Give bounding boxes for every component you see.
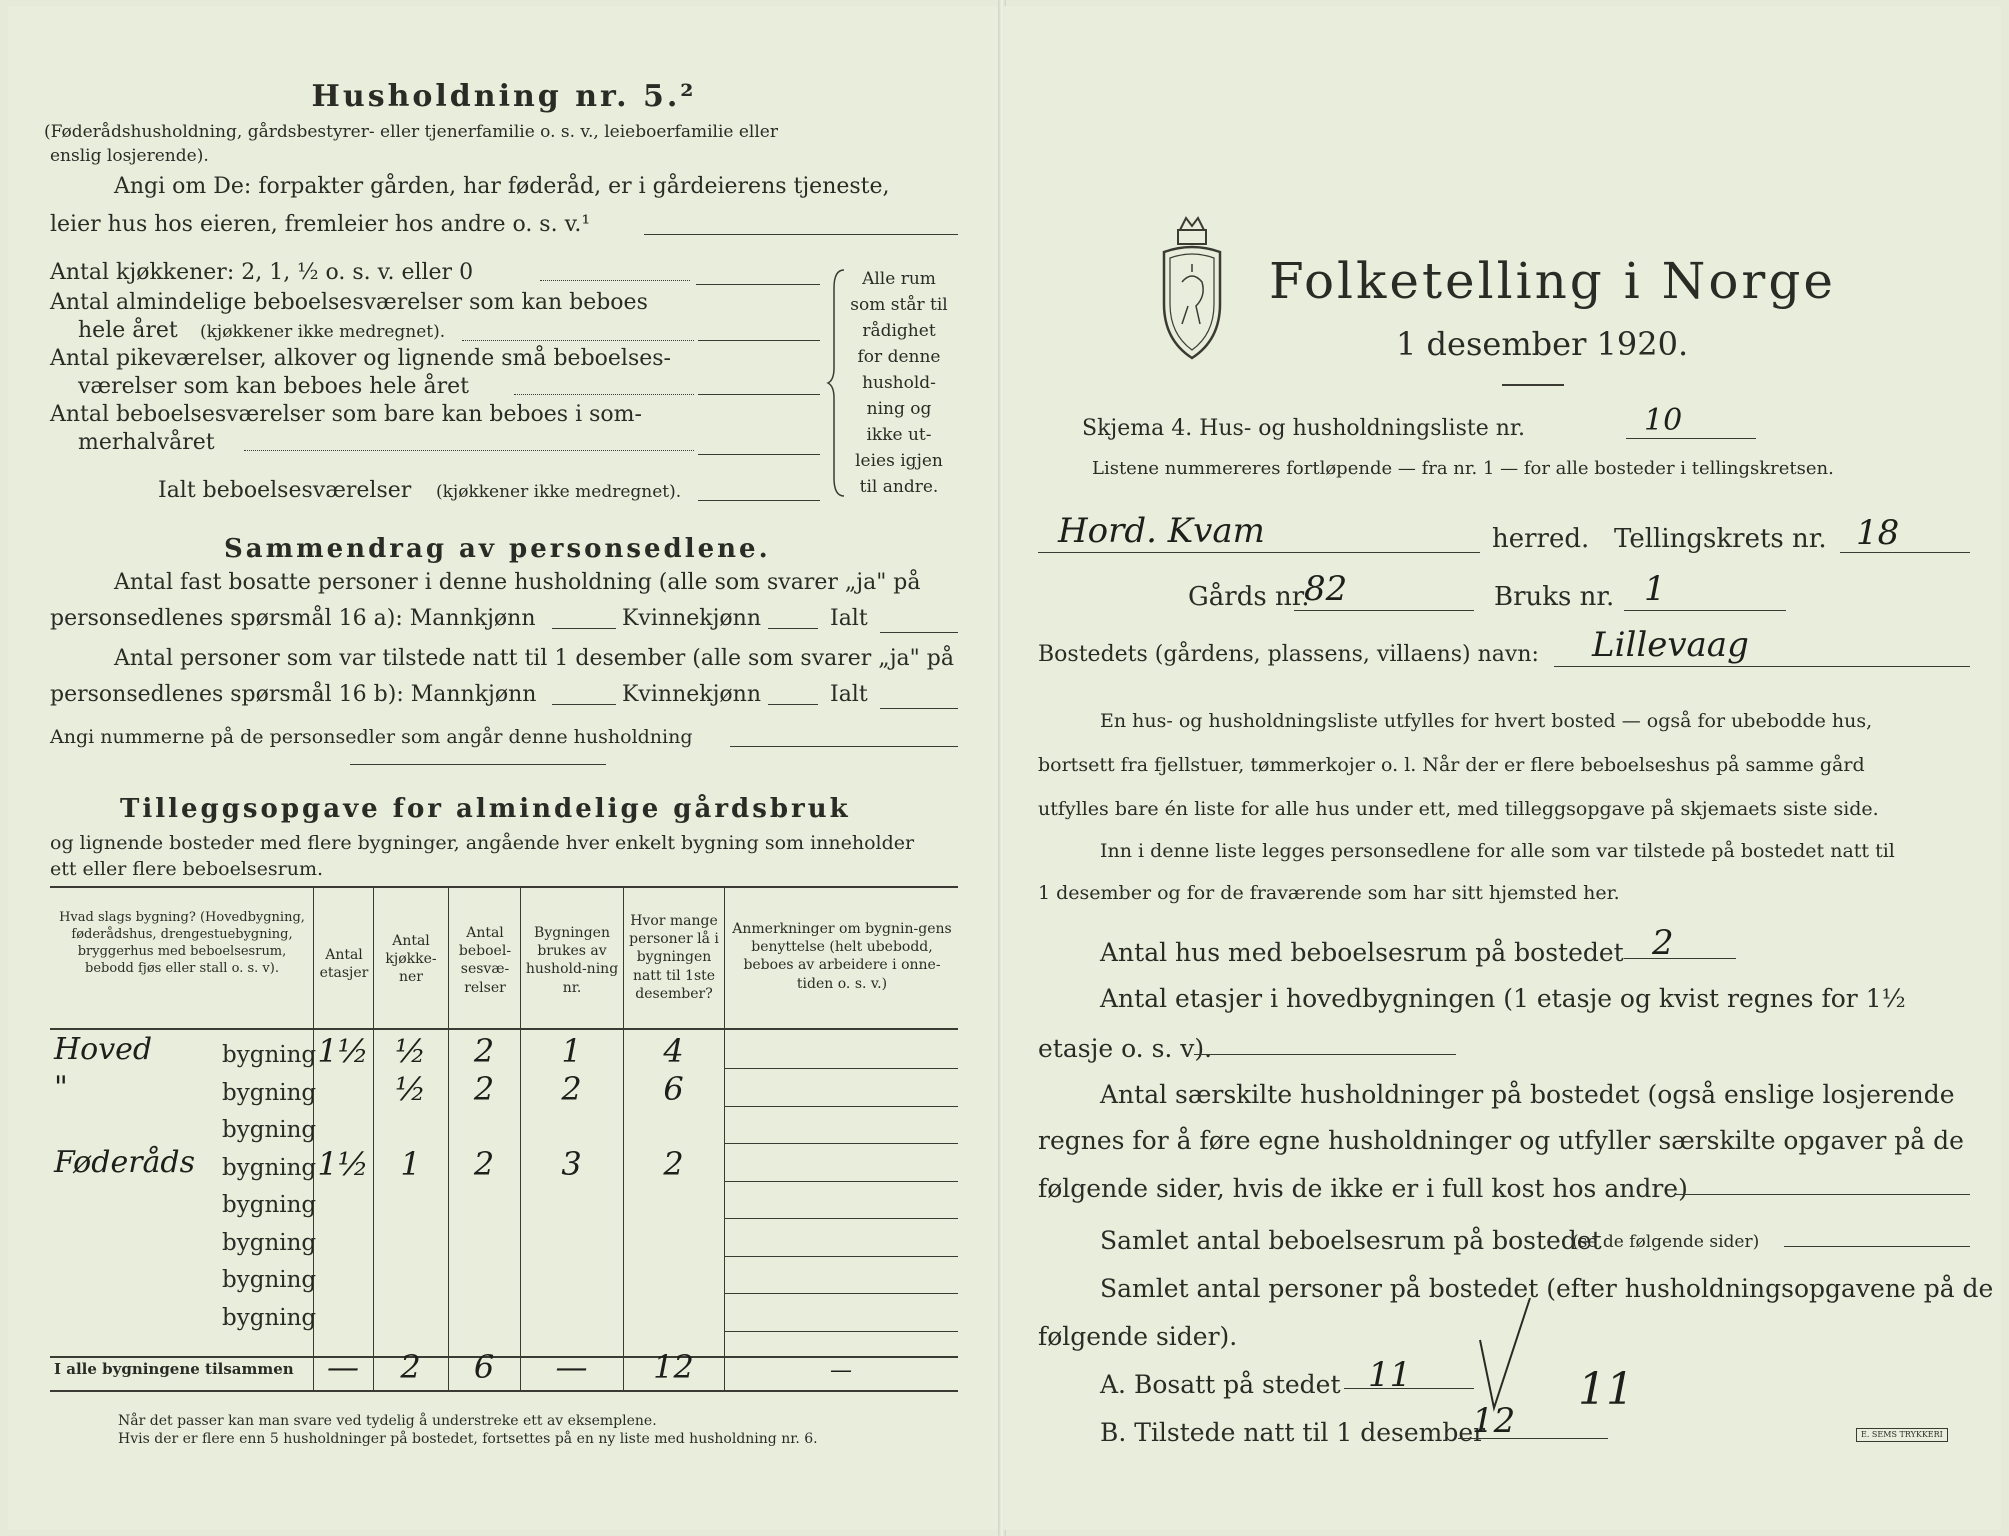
kjokken-answer-line xyxy=(696,284,820,285)
table-bottom-rule xyxy=(50,1390,958,1392)
alm-dots xyxy=(462,340,694,341)
hus-label: Antal hus med beboelsesrum på bostedet xyxy=(1100,938,1624,967)
title-divider xyxy=(1502,384,1564,386)
row-pers-value: 2 xyxy=(663,1144,684,1183)
ialt-note: (kjøkkener ikke medregnet). xyxy=(436,482,682,502)
row-bygning-label: bygning xyxy=(222,1267,317,1293)
sarsk-line-2: regnes for å føre egne husholdninger og utfyller særskilte opgaver på de xyxy=(1038,1126,1964,1155)
total-hush: — xyxy=(555,1348,588,1386)
header-type: Hvad slags bygning? (Hovedbygning, føderådshus, drengestuebygning, bryggerhus med beboelsesrum, bebodd fjøs eller stall o. s. v). xyxy=(59,910,305,976)
angi-line-1: Angi om De: forpakter gården, har føderåd, er i gårdeierens tjeneste, xyxy=(114,174,890,199)
tellingskrets-label: Tellingskrets nr. xyxy=(1614,524,1827,554)
brace-note-line: Alle rum xyxy=(862,269,936,289)
nummerne-line xyxy=(730,746,958,747)
s1-line-1: Antal fast bosatte personer i denne husholdning (alle som svarer „ja" på xyxy=(114,570,921,595)
hus-value: 2 xyxy=(1652,923,1674,963)
total-rum: 6 xyxy=(473,1348,495,1386)
total-pers: 12 xyxy=(653,1348,694,1386)
check-mark-icon xyxy=(1474,1292,1534,1412)
angi-line-2: leier hus hos eieren, fremleier hos andre o. s. v.¹ xyxy=(50,212,591,237)
row-bygning-label: bygning xyxy=(222,1079,317,1106)
pike-line-2: værelser som kan beboes hele året xyxy=(78,374,469,399)
census-title: Folketelling i Norge xyxy=(1269,252,1836,310)
header-kjokken: Antal kjøkke-ner xyxy=(385,933,437,986)
brace-note-line: leies igjen xyxy=(855,451,943,471)
row-pers-value: 6 xyxy=(663,1069,684,1108)
sommer-answer-line xyxy=(698,454,820,455)
gards-line xyxy=(1294,610,1474,611)
row-type-value: " xyxy=(54,1069,68,1105)
angi-answer-line xyxy=(644,234,958,235)
herred-label: herred. xyxy=(1492,524,1590,554)
tillegg-line-2: ett eller flere beboelsesrum. xyxy=(50,858,324,880)
brace-note-line: hushold- xyxy=(862,373,936,393)
brace-note-line: til andre. xyxy=(859,477,939,497)
brace-note xyxy=(844,266,954,500)
brace-note-line: ning og xyxy=(866,399,932,419)
etasjer-line-2: etasje o. s. v). xyxy=(1038,1034,1213,1063)
instr-line-3: utfylles bare én liste for alle hus under ett, med tilleggsopgave på skjemaets siste side. xyxy=(1038,798,1879,820)
row-rum-value: 2 xyxy=(473,1144,495,1183)
coat-of-arms-icon xyxy=(1152,212,1232,362)
section-divider xyxy=(350,764,606,765)
intro-line-1: (Føderådshusholdning, gårdsbestyrer- eller tjenerfamilie o. s. v., leieboerfamilie eller xyxy=(44,122,778,142)
instr-line-1: En hus- og husholdningsliste utfylles for hvert bosted — også for ubebodde hus, xyxy=(1100,710,1873,732)
row-anm-line xyxy=(724,1068,958,1069)
gards-nr: 82 xyxy=(1304,569,1348,609)
tillegg-title: Tilleggsopgave for almindelige gårdsbruk xyxy=(120,794,851,824)
alm-line-1: Antal almindelige beboelsesværelser som kan beboes xyxy=(50,290,648,315)
instr-line-5: 1 desember og for de fraværende som har sitt hjemsted her. xyxy=(1038,882,1620,904)
skjema-label: Skjema 4. Hus- og husholdningsliste nr. xyxy=(1082,416,1525,441)
bosatt-label: A. Bosatt på stedet xyxy=(1100,1370,1341,1399)
samlet-pers-line-1: Samlet antal personer på bostedet (efter husholdningsopgavene på de xyxy=(1100,1274,1994,1303)
row-anm-line xyxy=(724,1218,958,1219)
samlet-rum-line xyxy=(1784,1246,1970,1247)
header-hush: Bygningen brukes av hushold-ning nr. xyxy=(525,925,619,996)
herred-value: Hord. Kvam xyxy=(1058,511,1265,551)
header-pers: Hvor mange personer lå i bygningen natt til 1ste desember? xyxy=(629,913,719,1002)
row-bygning-label: bygning xyxy=(222,1042,317,1068)
row-type-value: Hoved xyxy=(54,1032,153,1067)
tellingskrets-nr: 18 xyxy=(1856,513,1900,553)
row-rum-value: 2 xyxy=(473,1032,495,1070)
samlet-rum-label: Samlet antal beboelsesrum på bostedet xyxy=(1100,1226,1602,1255)
row-rum-value: 2 xyxy=(473,1069,495,1108)
row-hush-value: 2 xyxy=(561,1069,582,1108)
skjema-nr: 10 xyxy=(1644,403,1683,438)
row-pers-value: 4 xyxy=(663,1032,684,1070)
col-divider xyxy=(623,888,624,1390)
bruks-nr: 1 xyxy=(1644,569,1666,609)
row-anm-line xyxy=(724,1106,958,1107)
row-bygning-label: bygning xyxy=(222,1154,317,1181)
col-divider xyxy=(448,888,449,1390)
sammendrag-title: Sammendrag av personsedlene. xyxy=(224,534,771,564)
row-hush-value: 3 xyxy=(561,1144,582,1183)
kjokken-label: Antal kjøkkener: 2, 1, ½ o. s. v. eller 0 xyxy=(50,260,474,285)
s1-ialt-label: Ialt xyxy=(830,606,868,631)
sommer-dots xyxy=(244,450,694,451)
total-etasjer: — xyxy=(327,1348,359,1386)
header-rum: Antal beboel-sesvæ-relser xyxy=(458,925,512,996)
s2-kvinne-line xyxy=(768,704,818,705)
ialt-answer-line xyxy=(698,500,820,501)
etasjer-line xyxy=(1194,1054,1456,1055)
brace-note-line: ikke ut- xyxy=(866,425,932,445)
footnote-1: Når det passer kan man svare ved tydelig å understreke ett av eksemplene. xyxy=(118,1413,657,1429)
row-anm-line xyxy=(724,1331,958,1332)
brace-note-line: for denne xyxy=(857,347,941,367)
bruks-line xyxy=(1624,610,1786,611)
row-anm-line xyxy=(724,1143,958,1144)
row-kjokken-value: ½ xyxy=(394,1032,426,1070)
census-date: 1 desember 1920. xyxy=(1396,325,1689,363)
header-anm: Anmerkninger om bygnin-gens benyttelse (helt ubebodd, beboes av arbeidere i onne-tiden o. s. v.) xyxy=(732,921,952,992)
sommer-line-2: merhalvåret xyxy=(78,430,215,455)
household-title: Husholdning nr. 5.² xyxy=(311,79,697,114)
sommer-line-1: Antal beboelsesværelser som bare kan beboes i som- xyxy=(50,402,642,427)
bruks-label: Bruks nr. xyxy=(1494,582,1615,612)
table-top-rule xyxy=(50,886,958,888)
s1-kvinne-label: Kvinnekjønn xyxy=(622,606,761,631)
total-label: I alle bygningene tilsammen xyxy=(54,1360,294,1378)
gards-label: Gårds nr. xyxy=(1188,582,1310,612)
brace-note-line: rådighet xyxy=(862,321,936,341)
col-divider xyxy=(373,888,374,1390)
nummerne-label: Angi nummerne på de personsedler som angår denne husholdning xyxy=(50,726,693,748)
s1-mann-line xyxy=(552,628,616,629)
tilstede-label: B. Tilstede natt til 1 desember xyxy=(1100,1418,1486,1447)
ialt-label: Ialt beboelsesværelser xyxy=(158,478,412,503)
etasjer-line-1: Antal etasjer i hovedbygningen (1 etasje og kvist regnes for 1½ xyxy=(1100,984,1906,1013)
s1-ialt-line xyxy=(880,632,958,633)
s2-ialt-label: Ialt xyxy=(830,682,868,707)
pike-dots xyxy=(514,394,694,395)
header-etasjer: Antal etasjer xyxy=(319,947,369,982)
left-page xyxy=(8,6,1000,1530)
s2-line-2: personsedlenes spørsmål 16 b): Mannkjønn xyxy=(50,682,537,707)
row-bygning-label: bygning xyxy=(222,1192,317,1218)
row-anm-line xyxy=(724,1293,958,1294)
tilstede-line xyxy=(1458,1438,1608,1439)
skjema-line xyxy=(1626,438,1756,439)
herred-line xyxy=(1038,552,1480,553)
footnote-2: Hvis der er flere enn 5 husholdninger på bostedet, fortsettes på en ny liste med husholdning nr. 6. xyxy=(118,1431,818,1447)
table-header-rule xyxy=(50,1028,958,1030)
s1-kvinne-line xyxy=(768,628,818,629)
alm-answer-line xyxy=(698,340,820,341)
s1-line-2: personsedlenes spørsmål 16 a): Mannkjønn xyxy=(50,606,536,631)
alm-note: (kjøkkener ikke medregnet). xyxy=(200,322,446,342)
row-bygning-label: bygning xyxy=(222,1229,317,1256)
row-kjokken-value: ½ xyxy=(394,1069,426,1108)
row-anm-line xyxy=(724,1256,958,1257)
instr-line-2: bortsett fra fjellstuer, tømmerkojer o. l. Når der er flere beboelseshus på samme gård xyxy=(1038,754,1865,776)
bosted-line xyxy=(1554,666,1970,667)
row-bygning-label: bygning xyxy=(222,1304,317,1331)
pike-line-1: Antal pikeværelser, alkover og lignende små beboelses- xyxy=(50,346,671,371)
bosted-label: Bostedets (gårdens, plassens, villaens) navn: xyxy=(1038,642,1539,667)
total-kjokken: 2 xyxy=(400,1348,421,1386)
right-page xyxy=(1004,6,2001,1530)
tellingskrets-line xyxy=(1840,552,1970,553)
row-kjokken-value: 1 xyxy=(400,1144,421,1183)
instr-line-4: Inn i denne liste legges personsedlene for alle som var tilstede på bostedet natt til xyxy=(1100,840,1895,862)
alm-line-2: hele året xyxy=(78,318,178,343)
row-hush-value: 1 xyxy=(561,1032,582,1070)
sarsk-line xyxy=(1676,1194,1970,1195)
row-etasjer-value: 1½ xyxy=(317,1144,369,1183)
tillegg-line-1: og lignende bosteder med flere bygninger, angående hver enkelt bygning som inneholder xyxy=(50,832,915,854)
kjokken-dots xyxy=(540,280,690,281)
sarsk-line-3: følgende sider, hvis de ikke er i full kost hos andre) xyxy=(1038,1174,1688,1203)
hus-line xyxy=(1624,958,1736,959)
printer-stamp: E. SEMS TRYKKERI xyxy=(1856,1428,1948,1442)
pike-answer-line xyxy=(698,394,820,395)
s2-kvinne-label: Kvinnekjønn xyxy=(622,682,761,707)
row-etasjer-value: 1½ xyxy=(317,1032,369,1070)
samlet-pers-line-2: følgende sider). xyxy=(1038,1322,1238,1351)
bosatt-value: 11 xyxy=(1368,1355,1412,1395)
s2-mann-line xyxy=(552,704,616,705)
tilstede-value: 12 xyxy=(1472,1401,1516,1441)
bosatt-line xyxy=(1344,1388,1474,1389)
row-type-value: Føderåds xyxy=(54,1144,196,1180)
brace-note-line: som står til xyxy=(850,295,948,315)
s2-line-1: Antal personer som var tilstede natt til 1 desember (alle som svarer „ja" på xyxy=(114,646,954,671)
col-divider xyxy=(520,888,521,1390)
s2-ialt-line xyxy=(880,708,958,709)
total-anm: — xyxy=(830,1358,852,1383)
samlet-rum-note: (se de følgende sider) xyxy=(1572,1232,1760,1252)
intro-line-2: enslig losjerende). xyxy=(50,146,209,166)
sarsk-line-1: Antal særskilte husholdninger på bostedet (også enslige losjerende xyxy=(1100,1080,1955,1109)
row-bygning-label: bygning xyxy=(222,1117,317,1143)
col-divider xyxy=(724,888,725,1390)
row-anm-line xyxy=(724,1181,958,1182)
bosted-value: Lillevaag xyxy=(1592,625,1749,665)
tilstede-extra: 11 xyxy=(1578,1364,1634,1415)
listene-note: Listene nummereres fortløpende — fra nr. 1 — for alle bosteder i tellingskretsen. xyxy=(1092,458,1834,479)
